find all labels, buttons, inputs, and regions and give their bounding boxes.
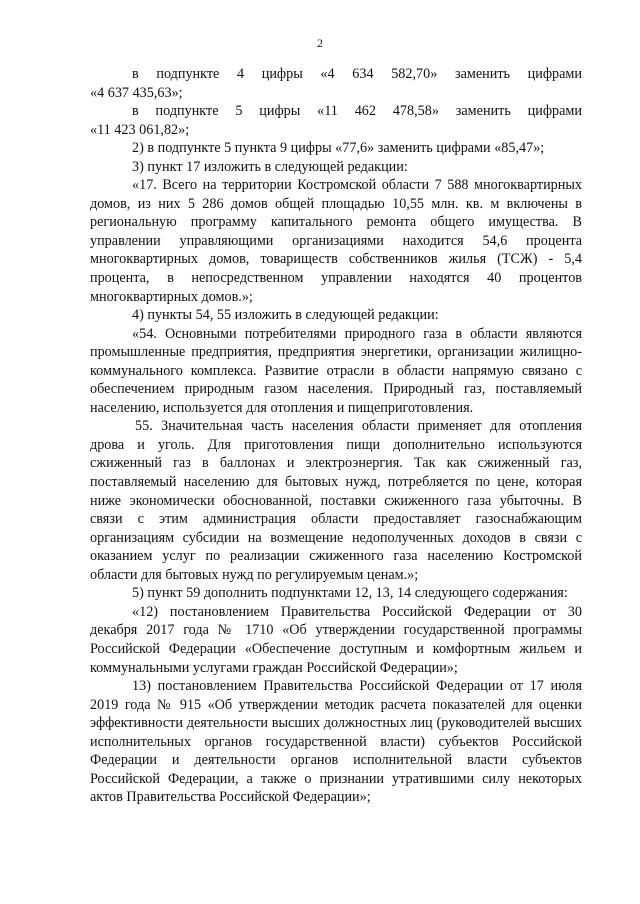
paragraph-line: «11 423 061,82»; <box>90 121 190 138</box>
paragraph-item-5: 5) пункт 59 дополнить подпунктами 12, 13, 14 следующего содержания: <box>132 585 568 602</box>
paragraph-subitem-12: «12) постановлением Правительства Российской Федерации от 30 декабря 2017 года № 1710 «Об утверждении государственной программы Российской Федерации «Обеспечение доступным и комфортным жильем и коммунальными услугами граждан Российской Федерации»; <box>90 603 582 676</box>
page-number: 2 <box>317 36 323 50</box>
paragraph-item-3: 3) пункт 17 изложить в следующей редакции: <box>132 158 408 175</box>
paragraph-point-17: «17. Всего на территории Костромской области 7 588 многоквартирных домов, из них 5 286 домов общей площадью 10,55 млн. кв. м включены в региональную программу капитального ремонта общего имущества. В управлении управляющими организациями находится 54,6 процента многоквартирных домов, товариществ собственников жилья (ТСЖ) - 5,4 процента, в непосредственном управлении находятся 40 процентов многоквартирных домов.»; <box>90 177 582 305</box>
paragraph-item-4: 4) пункты 54, 55 изложить в следующей редакции: <box>132 307 439 324</box>
paragraph-line: «4 637 435,63»; <box>90 84 183 101</box>
paragraph-subitem-5 <box>90 102 582 139</box>
paragraph-line: в подпункте 4 цифры «4 634 582,70» заменить цифрами <box>132 66 582 82</box>
paragraph-line: в подпункте 5 цифры «11 462 478,58» заменить цифрами <box>132 103 582 120</box>
paragraph-point-54: «54. Основными потребителями природного газа в области являются промышленные предприятия, предприятия энергетики, организации жилищно-коммунального комплекса. Развитие отрасли в области напрямую связано с обеспечением природным газом населения. Природный газ, поставляемый населению, используется для отопления и пищеприготовления. <box>90 325 582 416</box>
paragraph-item-2: 2) в подпункте 5 пункта 9 цифры «77,6» заменить цифрами «85,47»; <box>132 140 545 157</box>
paragraph-point-55: 55. Значительная часть населения области применяет для отопления дрова и уголь. Для приготовления пищи дополнительно используются сжиженный газ в баллонах и электроэнергия. Так как сжиженный газ, поставляемый населению для бытовых нужд, потребляется по цене, которая ниже экономически обоснованной, поставки сжиженного газа убыточны. В связи с этим администрация области предоставляет газоснабжающим организациям субсидии на возмещение недополученных доходов в связи с оказанием услуг по реализации сжиженного газа населению Костромской области для бытовых нужд по регулируемым ценам.»; <box>90 418 582 583</box>
paragraph-subitem-4 <box>90 65 582 102</box>
document-body <box>90 65 582 807</box>
paragraph-subitem-13: 13) постановлением Правительства Российской Федерации от 17 июля 2019 года № 915 «Об утверждении методик расчета показателей для оценки эффективности деятельности высших должностных лиц (руководителей высших исполнительных органов государственной власти) субъектов Российской Федерации и деятельности органов исполнительной власти субъектов Российской Федерации, а также о признании утратившими силу некоторых актов Правительства Российской Федерации»; <box>90 678 582 806</box>
